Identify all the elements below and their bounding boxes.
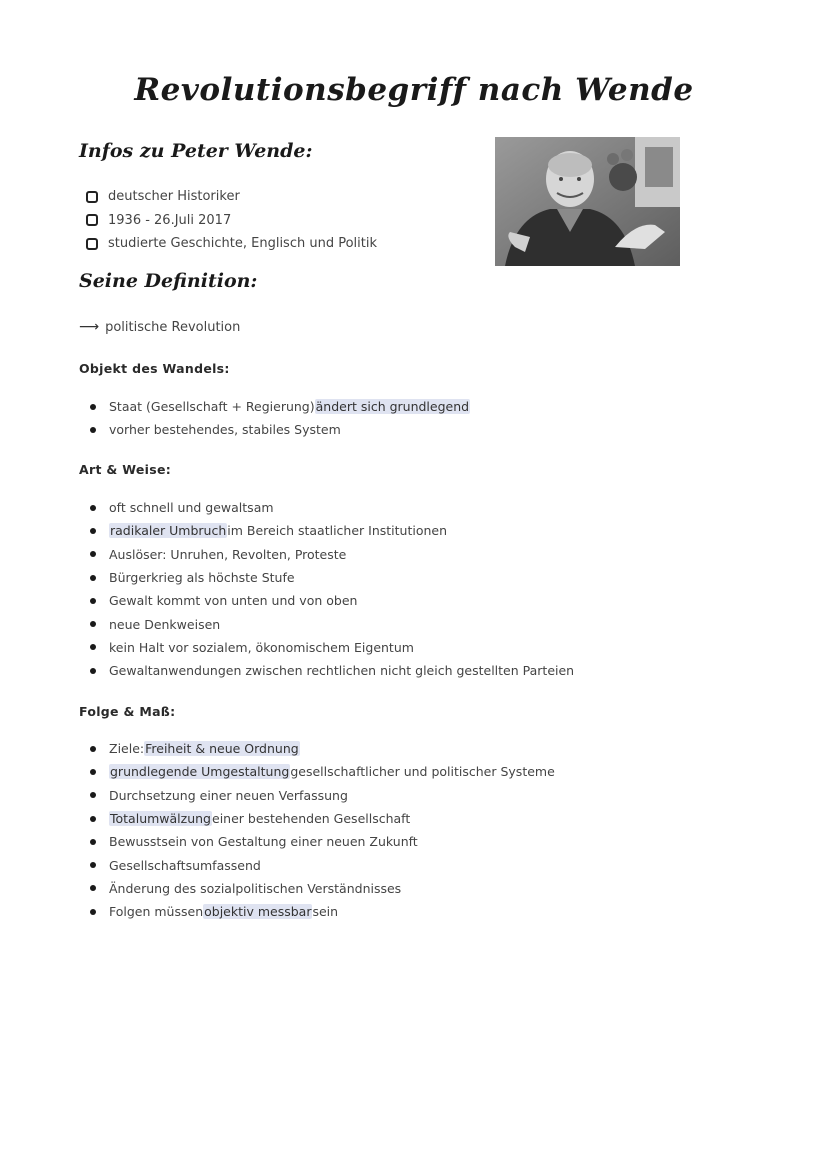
- info-checklist: [86, 185, 377, 256]
- list-item: [90, 877, 555, 900]
- item-text: vorher bestehendes, stabiles System: [109, 422, 341, 438]
- definition-heading: Seine Definition:: [79, 270, 258, 292]
- item-text: Staat (Gesellschaft + Regierung): [109, 399, 315, 415]
- list-item: [90, 900, 555, 923]
- portrait-photo: [495, 137, 680, 266]
- item-text: Ziele:: [109, 741, 145, 757]
- bullet-icon: [90, 668, 96, 674]
- checklist-item: studierte Geschichte, Englisch und Politik: [86, 232, 377, 256]
- bullet-icon: [90, 404, 96, 410]
- bullet-icon: [90, 505, 96, 511]
- list-item: [90, 612, 574, 635]
- highlighted-text: Freiheit & neue Ordnung: [145, 741, 299, 757]
- item-text: Auslöser: Unruhen, Revolten, Proteste: [109, 546, 347, 562]
- list-item: [90, 589, 574, 612]
- highlighted-text: grundlegende Umgestaltung: [110, 764, 290, 780]
- highlighted-text: radikaler Umbruch: [110, 523, 227, 539]
- bullet-icon: [90, 621, 96, 627]
- item-text: im Bereich staatlicher Institutionen: [227, 523, 448, 539]
- objekt-heading: Objekt des Wandels:: [79, 361, 230, 376]
- page-title: Revolutionsbegriff nach Wende: [134, 72, 694, 108]
- objekt-list: [90, 395, 470, 442]
- item-text: Durchsetzung einer neuen Verfassung: [109, 787, 348, 803]
- item-text: oft schnell und gewaltsam: [109, 500, 274, 516]
- bullet-icon: [90, 598, 96, 604]
- list-item: [90, 418, 470, 441]
- item-text: Folgen müssen: [109, 904, 204, 920]
- arrow-right-icon: ⟶: [79, 319, 100, 335]
- list-item: [90, 659, 574, 682]
- highlighted-text: objektiv messbar: [204, 904, 312, 920]
- info-heading: Infos zu Peter Wende:: [79, 140, 313, 162]
- bullet-icon: [90, 839, 96, 845]
- bullet-icon: [90, 575, 96, 581]
- item-text: neue Denkweisen: [109, 616, 221, 632]
- definition-line: ⟶ politische Revolution: [79, 319, 241, 335]
- checkbox-icon: [86, 238, 98, 250]
- item-text: Gesellschaftsumfassend: [109, 857, 261, 873]
- highlighted-text: ändert sich grundlegend: [315, 399, 470, 415]
- item-text: gesellschaftlicher und politischer Systeme: [290, 764, 555, 780]
- bullet-icon: [90, 816, 96, 822]
- item-text: Gewaltanwendungen zwischen rechtlichen nicht gleich gestellten Parteien: [109, 663, 575, 679]
- bullet-icon: [90, 862, 96, 868]
- list-item: [90, 519, 574, 542]
- list-item: [90, 496, 574, 519]
- bullet-icon: [90, 885, 96, 891]
- art-heading: Art & Weise:: [79, 462, 172, 477]
- item-text: einer bestehenden Gesellschaft: [212, 811, 411, 827]
- list-item: [90, 784, 555, 807]
- item-text: Bewusstsein von Gestaltung einer neuen Zukunft: [109, 834, 418, 850]
- bullet-icon: [90, 528, 96, 534]
- bullet-icon: [90, 551, 96, 557]
- list-item: [90, 830, 555, 853]
- item-text: sein: [312, 904, 339, 920]
- checklist-item: 1936 - 26.Juli 2017: [86, 209, 377, 233]
- list-item: [90, 807, 555, 830]
- list-item: [90, 853, 555, 876]
- art-list: [90, 496, 574, 682]
- bullet-icon: [90, 792, 96, 798]
- item-text: Änderung des sozialpolitischen Verständnisses: [109, 880, 402, 896]
- item-text: Bürgerkrieg als höchste Stufe: [109, 570, 295, 586]
- checkbox-icon: [86, 214, 98, 226]
- item-text: Gewalt kommt von unten und von oben: [109, 593, 358, 609]
- bullet-icon: [90, 909, 96, 915]
- bullet-icon: [90, 769, 96, 775]
- checkbox-icon: [86, 191, 98, 203]
- list-item: [90, 636, 574, 659]
- folge-heading: Folge & Maß:: [79, 704, 176, 719]
- bullet-icon: [90, 644, 96, 650]
- item-text: kein Halt vor sozialem, ökonomischem Eigentum: [109, 639, 414, 655]
- folge-list: [90, 737, 555, 923]
- bullet-icon: [90, 427, 96, 433]
- highlighted-text: Totalumwälzung: [110, 811, 211, 827]
- list-item: [90, 760, 555, 783]
- checklist-item: deutscher Historiker: [86, 185, 377, 209]
- list-item: [90, 566, 574, 589]
- list-item: [90, 543, 574, 566]
- list-item: [90, 395, 470, 418]
- list-item: [90, 737, 555, 760]
- bullet-icon: [90, 746, 96, 752]
